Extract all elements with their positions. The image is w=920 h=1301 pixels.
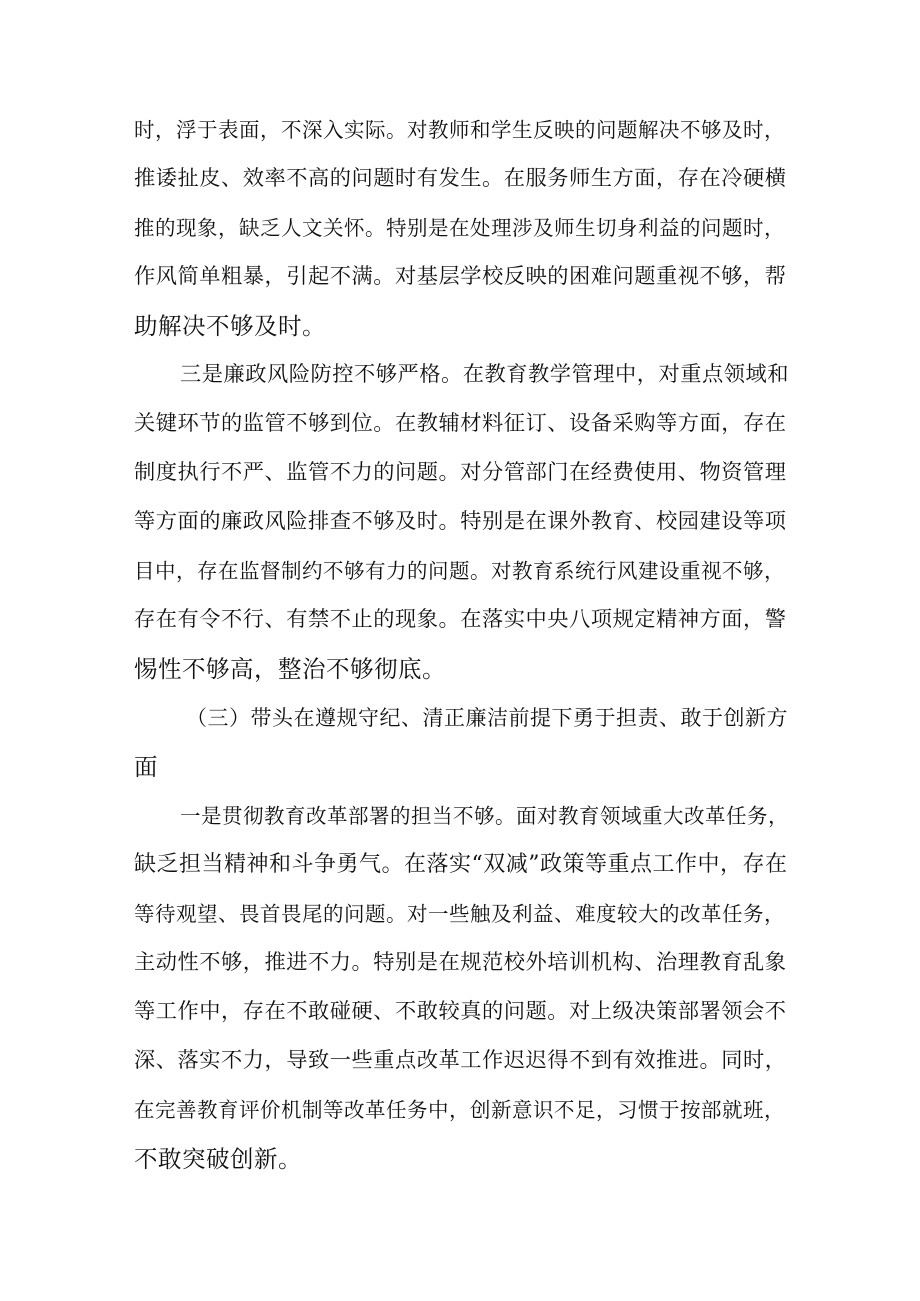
- text-line: 等待观望、畏首畏尾的问题。对一些触及利益、难度较大的改革任务，: [134, 902, 785, 926]
- text-line: 等工作中，存在不敢碰硬、不敢较真的问题。对上级决策部署领会不: [134, 999, 787, 1024]
- text-line: 一是贯彻教育改革部署的担当不够。面对教育领域重大改革任务，: [180, 804, 789, 828]
- text-line: 不敢突破创新。: [134, 1145, 302, 1173]
- text-line: 深、落实不力，导致一些重点改革工作迟迟得不到有效推进。同时，: [134, 1048, 787, 1073]
- text-line: 目中，存在监督制约不够有力的问题。对教育系统行风建设重视不够，: [134, 559, 785, 583]
- text-line: 时，浮于表面，不深入实际。对教师和学生反映的问题解决不够及时，: [134, 118, 785, 142]
- text-line: 缺乏担当精神和斗争勇气。在落实“双减”政策等重点工作中，存在: [134, 852, 788, 877]
- text-line: 制度执行不严、监管不力的问题。对分管部门在经费使用、物资管理: [134, 460, 787, 485]
- text-line: 在完善教育评价机制等改革任务中，创新意识不足，习惯于按部就班，: [134, 1098, 785, 1122]
- text-line: 作风简单粗暴，引起不满。对基层学校反映的困难问题重视不够，帮: [134, 264, 787, 289]
- section-heading: 面: [134, 753, 158, 781]
- text-line: 主动性不够，推进不力。特别是在规范校外培训机构、治理教育乱象: [134, 950, 787, 975]
- text-line: 推的现象，缺乏人文关怀。特别是在处理涉及师生切身利益的问题时，: [134, 216, 785, 240]
- text-line: 助解决不够及时。: [134, 312, 326, 340]
- text-line: 推诿扯皮、效率不高的问题时有发生。在服务师生方面，存在冷硬横: [134, 166, 787, 191]
- text-line: 存在有令不行、有禁不止的现象。在落实中央八项规定精神方面，警: [134, 607, 787, 632]
- text-line: 三是廉政风险防控不够严格。在教育教学管理中，对重点领域和: [180, 362, 790, 387]
- text-line: 等方面的廉政风险排查不够及时。特别是在课外教育、校园建设等项: [134, 509, 787, 534]
- section-heading: （三）带头在遵规守纪、清正廉洁前提下勇于担责、敢于创新方: [186, 706, 788, 730]
- text-line: 惕性不够高，整治不够彻底。: [134, 655, 446, 683]
- text-line: 关键环节的监管不够到位。在教辅材料征订、设备采购等方面，存在: [134, 411, 787, 436]
